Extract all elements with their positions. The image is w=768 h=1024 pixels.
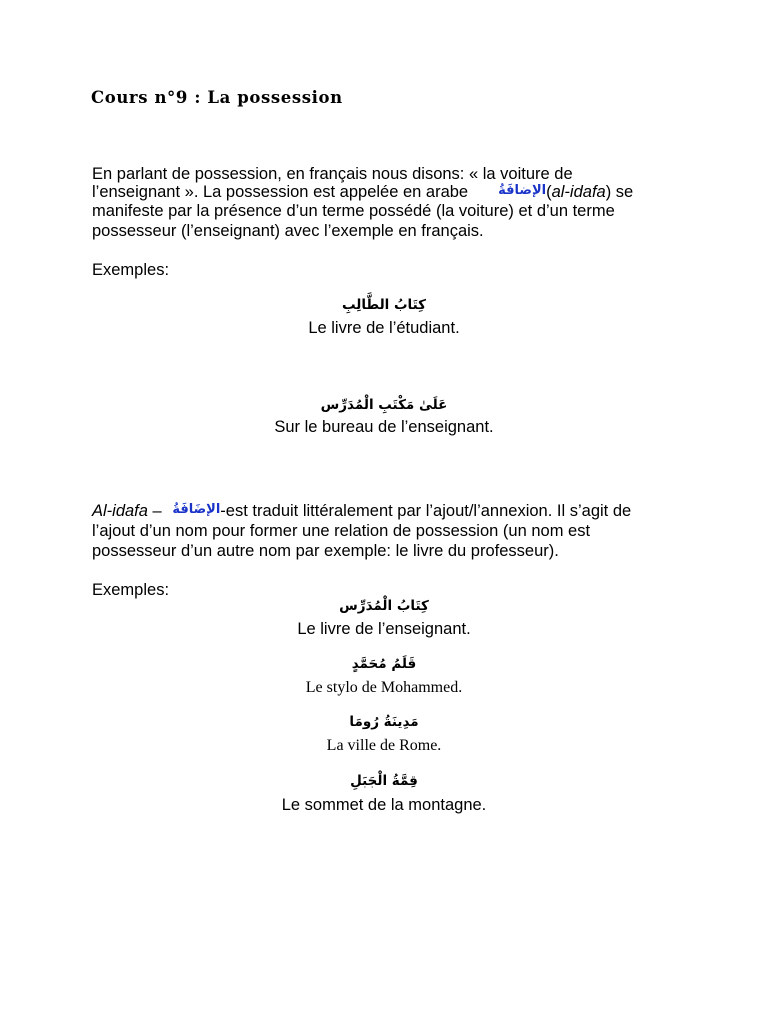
example-3-french: Le livre de l’enseignant. xyxy=(297,620,471,638)
example-6-arabic: قِمَّةُ الْجَبَلِ xyxy=(350,773,418,789)
definition-line-1 xyxy=(92,502,631,521)
example-6-french: Le sommet de la montagne. xyxy=(281,796,487,814)
definition-line-1-text: -est traduit littéralement par l’ajout/l’annexion. Il s’agit de xyxy=(220,502,632,520)
example-5-arabic: مَدِينَةُ رُومَا xyxy=(349,714,419,730)
translit-al-idafa: Al-idafa xyxy=(92,502,148,520)
translit-idafa: al-idafa xyxy=(551,183,606,201)
intro-line-2-end: ) se xyxy=(605,183,634,201)
example-4-french: Le stylo de Mohammed. xyxy=(305,679,463,696)
example-5-french: La ville de Rome. xyxy=(326,737,442,754)
example-1-arabic: كِتَابُ الطَّالِبِ xyxy=(342,297,426,313)
examples-heading-1: Exemples: xyxy=(92,261,170,279)
intro-line-1: En parlant de possession, en français nous disons: « la voiture de xyxy=(92,165,573,183)
arabic-term-idafa-2: الإضَافَةُ xyxy=(172,502,221,517)
intro-line-3: manifeste par la présence d’un terme possédé (la voiture) et d’un terme xyxy=(92,202,615,220)
definition-line-2: l’ajout d’un nom pour former une relation de possession (un nom est xyxy=(92,522,591,540)
example-4-arabic: قَلَمُ مُحَمَّدٍ xyxy=(351,656,417,672)
example-1-french: Le livre de l’étudiant. xyxy=(308,319,460,337)
dash: – xyxy=(147,502,167,520)
page-title: Cours n°9 : La possession xyxy=(91,88,343,107)
arabic-term-idafa: الإضافَةُ xyxy=(498,183,547,198)
example-2-arabic: عَلَىٰ مَكْتَبِ الْمُدَرِّس xyxy=(320,397,448,413)
examples-heading-2: Exemples: xyxy=(92,581,170,599)
intro-line-4: possesseur (l’enseignant) avec l’exemple en français. xyxy=(92,222,484,240)
intro-line-2-text: l’enseignant ». La possession est appelée en arabe xyxy=(92,183,469,201)
example-3-arabic: كِتَابُ الْمُدَرِّس xyxy=(339,598,429,614)
definition-line-3: possesseur d’un autre nom par exemple: le livre du professeur). xyxy=(92,542,559,560)
example-2-french: Sur le bureau de l’enseignant. xyxy=(274,418,494,436)
intro-line-2 xyxy=(92,183,633,202)
paren-open: ( xyxy=(546,183,552,201)
